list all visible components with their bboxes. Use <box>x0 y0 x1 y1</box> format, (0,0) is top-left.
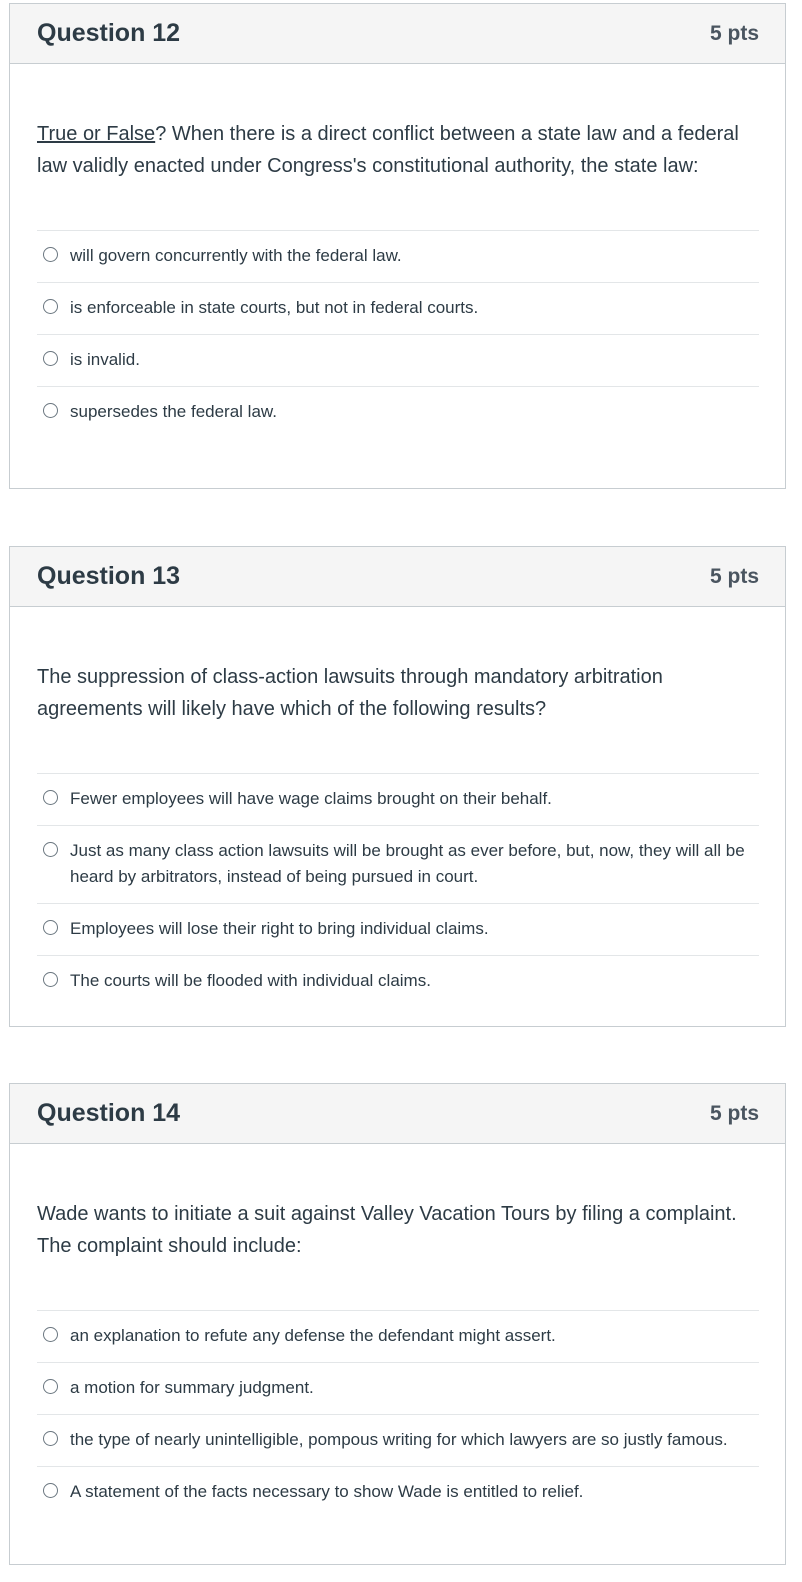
question-header <box>10 547 785 607</box>
radio-button[interactable] <box>43 1379 58 1394</box>
question-14 <box>9 1083 786 1565</box>
radio-button[interactable] <box>43 299 58 314</box>
answer-label[interactable]: will govern concurrently with the federal law. <box>70 246 402 265</box>
radio-button[interactable] <box>43 247 58 262</box>
answer-label[interactable]: The courts will be flooded with individual claims. <box>70 971 431 990</box>
question-points: 5 pts <box>709 1101 759 1125</box>
answer-label[interactable]: supersedes the federal law. <box>70 402 277 421</box>
answer-label[interactable]: an explanation to refute any defense the defendant might assert. <box>70 1326 556 1345</box>
radio-button[interactable] <box>43 842 58 857</box>
question-header <box>10 1084 785 1144</box>
question-body <box>10 64 785 438</box>
question-text: Wade wants to initiate a suit against Valley Vacation Tours by filing a complaint. The complaint should include: <box>37 1203 737 1257</box>
answer-label[interactable]: is invalid. <box>70 350 140 369</box>
question-body <box>10 607 785 1007</box>
question-header <box>10 4 785 64</box>
question-text: The suppression of class-action lawsuits through mandatory arbitration agreements will likely have which of the following results? <box>37 666 663 720</box>
answer-option[interactable] <box>37 904 759 956</box>
question-title: Question 12 <box>37 19 181 47</box>
answer-option[interactable] <box>37 231 759 283</box>
answer-list <box>37 773 759 1007</box>
question-text-body: ? When there is a direct conflict between a state law and a federal law validly enacted under Congress's constitutional authority, the state law: <box>37 123 739 177</box>
question-points: 5 pts <box>709 564 759 588</box>
radio-button[interactable] <box>43 403 58 418</box>
question-points: 5 pts <box>709 21 759 45</box>
answer-label[interactable]: is enforceable in state courts, but not in federal courts. <box>70 298 479 317</box>
radio-button[interactable] <box>43 920 58 935</box>
answer-label[interactable]: A statement of the facts necessary to show Wade is entitled to relief. <box>70 1482 584 1501</box>
answer-option[interactable] <box>37 1467 759 1518</box>
question-12 <box>9 3 786 489</box>
radio-button[interactable] <box>43 1431 58 1446</box>
answer-option[interactable] <box>37 956 759 1007</box>
radio-button[interactable] <box>43 972 58 987</box>
answer-label[interactable]: a motion for summary judgment. <box>70 1378 314 1397</box>
answer-option[interactable] <box>37 387 759 438</box>
answer-option[interactable] <box>37 826 759 904</box>
answer-option[interactable] <box>37 1311 759 1363</box>
radio-button[interactable] <box>43 790 58 805</box>
answer-list <box>37 1310 759 1518</box>
radio-button[interactable] <box>43 351 58 366</box>
answer-option[interactable] <box>37 1363 759 1415</box>
answer-label[interactable]: the type of nearly unintelligible, pompous writing for which lawyers are so justly famous. <box>70 1430 728 1449</box>
answer-label[interactable]: Just as many class action lawsuits will be brought as ever before, but, now, they will all be heard by arbitrators, instead of being pursued in court. <box>70 841 745 886</box>
radio-button[interactable] <box>43 1327 58 1342</box>
radio-button[interactable] <box>43 1483 58 1498</box>
true-or-false-link[interactable]: True or False <box>37 123 156 145</box>
question-text <box>37 118 759 182</box>
question-body <box>10 1144 785 1518</box>
answer-option[interactable] <box>37 1415 759 1467</box>
answer-option[interactable] <box>37 283 759 335</box>
question-13 <box>9 546 786 1027</box>
answer-label[interactable]: Fewer employees will have wage claims brought on their behalf. <box>70 789 552 808</box>
question-title: Question 13 <box>37 562 181 590</box>
answer-option[interactable] <box>37 335 759 387</box>
answer-list <box>37 230 759 438</box>
answer-label[interactable]: Employees will lose their right to bring individual claims. <box>70 919 489 938</box>
question-title: Question 14 <box>37 1099 181 1127</box>
answer-option[interactable] <box>37 774 759 826</box>
